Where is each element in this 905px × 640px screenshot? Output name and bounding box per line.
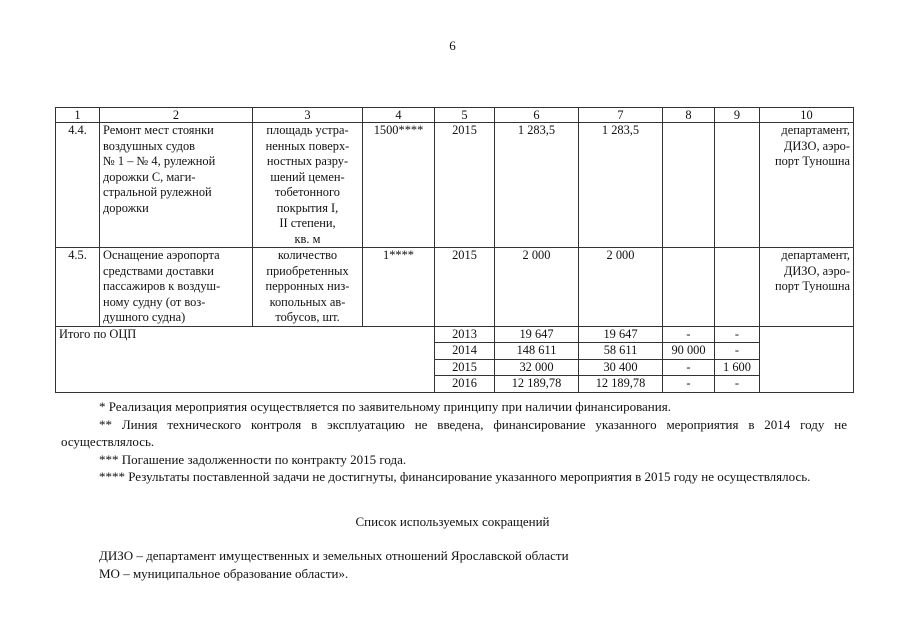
totals-regional: 58 611 <box>579 343 663 360</box>
page-number: 6 <box>449 38 456 53</box>
totals-year: 2014 <box>435 343 495 360</box>
measure-name <box>100 123 253 248</box>
totals-other: - <box>715 326 760 343</box>
cell-line: департамент, <box>781 248 850 262</box>
row-number: 4.5. <box>56 248 100 327</box>
cell-line: покрытия I, <box>276 200 339 215</box>
regional-amount: 1 283,5 <box>579 123 663 248</box>
cell-line: количество <box>277 248 338 262</box>
federal-amount <box>663 123 715 248</box>
totals-other: - <box>715 376 760 393</box>
totals-federal: - <box>663 359 715 376</box>
year: 2015 <box>435 248 495 327</box>
totals-total: 148 611 <box>495 343 579 360</box>
footnote: ** Линия технического контроля в эксплуатацию не введена, финансирование указанного мероприятия в 2014 году не осуществлялось. <box>61 416 847 449</box>
cell-line: департамент, <box>781 123 850 137</box>
cell-line: ДИЗО, аэро- <box>783 263 850 278</box>
table-row <box>56 123 854 248</box>
footnote: **** Результаты поставленной задачи не достигнуты, финансирование указанного мероприятия в 2015 году не осуществлялось. <box>99 469 811 484</box>
cell-line: кв. м <box>294 231 321 246</box>
cell-line: душного судна) <box>103 310 186 324</box>
totals-total: 12 189,78 <box>495 376 579 393</box>
header-cell: 9 <box>715 108 760 123</box>
totals-year: 2015 <box>435 359 495 376</box>
totals-regional: 19 647 <box>579 326 663 343</box>
cell-line: № 1 – № 4, рулежной <box>103 154 216 168</box>
federal-amount <box>663 248 715 327</box>
cell-line: Ремонт мест стоянки <box>103 123 214 137</box>
header-cell: 8 <box>663 108 715 123</box>
table-header-row <box>56 108 854 123</box>
totals-other: 1 600 <box>715 359 760 376</box>
row-number: 4.4. <box>56 123 100 248</box>
other-amount <box>715 123 760 248</box>
abbreviations-title: Список используемых сокращений <box>355 514 550 529</box>
indicator <box>253 123 363 248</box>
cell-line: дорожки С, маги- <box>103 169 196 184</box>
footnote: * Реализация мероприятия осуществляется по заявительному принципу при наличии финансирования. <box>99 399 671 414</box>
cell-line: ДИЗО, аэро- <box>783 138 850 153</box>
regional-amount: 2 000 <box>579 248 663 327</box>
abbreviation-item: МО – муниципальное образование области». <box>99 565 349 581</box>
cell-line: перронных низ- <box>265 279 350 293</box>
header-cell: 10 <box>760 108 854 123</box>
cell-line: ностных разру- <box>266 154 349 168</box>
cell-line: копольных ав- <box>269 294 346 309</box>
totals-year: 2013 <box>435 326 495 343</box>
indicator <box>253 248 363 327</box>
cell-line: воздушных судов <box>103 138 196 153</box>
measure-name <box>100 248 253 327</box>
header-cell: 5 <box>435 108 495 123</box>
totals-total: 19 647 <box>495 326 579 343</box>
totals-other: - <box>715 343 760 360</box>
abbreviations-list <box>99 547 569 582</box>
totals-federal: - <box>663 326 715 343</box>
footnote: *** Погашение задолженности по контракту 2015 года. <box>99 451 407 467</box>
totals-regional: 30 400 <box>579 359 663 376</box>
footnotes <box>61 398 847 486</box>
cell-line: средствами доставки <box>103 263 214 278</box>
other-amount <box>715 248 760 327</box>
header-cell: 1 <box>56 108 100 123</box>
cell-line: пассажиров к воздуш- <box>103 279 221 293</box>
cell-line: шений цемен- <box>270 169 345 184</box>
cell-line: тобусов, шт. <box>275 310 340 324</box>
cell-line: ному судну (от воз- <box>103 294 206 309</box>
cell-line: площадь устра- <box>266 123 349 137</box>
header-cell: 2 <box>100 108 253 123</box>
cell-line: порт Туношна <box>774 154 850 168</box>
cell-line: тобетонного <box>275 185 340 199</box>
totals-year: 2016 <box>435 376 495 393</box>
table-row <box>56 248 854 327</box>
header-cell: 4 <box>363 108 435 123</box>
indicator-value: 1500**** <box>363 123 435 248</box>
totals-regional: 12 189,78 <box>579 376 663 393</box>
year: 2015 <box>435 123 495 248</box>
cell-line: приобретенных <box>266 263 349 278</box>
header-cell: 3 <box>253 108 363 123</box>
executor <box>760 248 854 327</box>
cell-line: порт Туношна <box>774 279 850 293</box>
totals-row <box>56 326 854 343</box>
program-table <box>55 107 854 393</box>
abbreviation-item: ДИЗО – департамент имущественных и земельных отношений Ярославской области <box>99 548 569 563</box>
header-cell: 7 <box>579 108 663 123</box>
cell-line: II степени, <box>279 216 336 230</box>
totals-total: 32 000 <box>495 359 579 376</box>
cell-line: ненных поверх- <box>265 138 350 153</box>
indicator-value: 1**** <box>363 248 435 327</box>
executor <box>760 123 854 248</box>
totals-label: Итого по ОЦП <box>56 326 435 392</box>
total-amount: 2 000 <box>495 248 579 327</box>
cell-line: дорожки <box>103 200 149 215</box>
header-cell: 6 <box>495 108 579 123</box>
cell-line: Оснащение аэропорта <box>103 248 220 262</box>
cell-line: стральной рулежной <box>103 185 212 199</box>
totals-executor-empty <box>760 326 854 392</box>
total-amount: 1 283,5 <box>495 123 579 248</box>
totals-federal: - <box>663 376 715 393</box>
totals-federal: 90 000 <box>663 343 715 360</box>
